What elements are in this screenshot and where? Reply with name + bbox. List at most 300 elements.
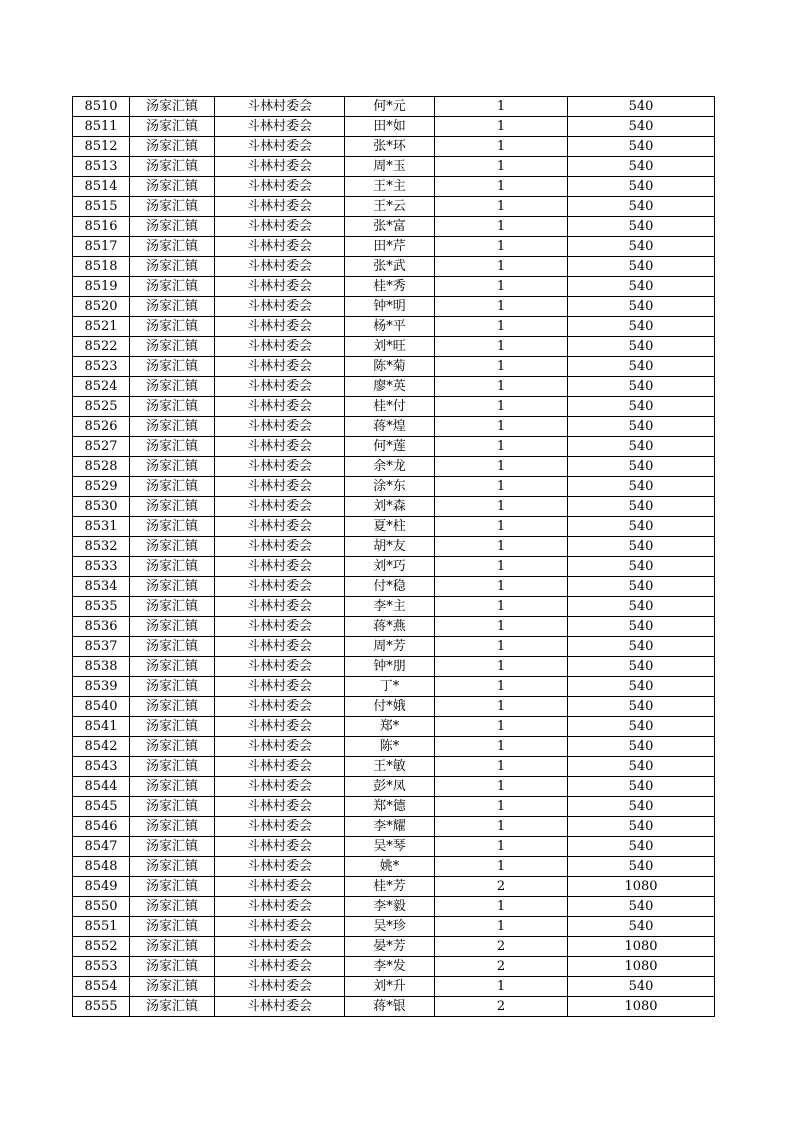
table-row <box>73 337 715 357</box>
row-number-cell: 8532 <box>73 537 130 557</box>
household-count-cell: 1 <box>435 757 568 777</box>
household-count-cell: 1 <box>435 137 568 157</box>
table-row <box>73 977 715 997</box>
household-count-cell: 2 <box>435 877 568 897</box>
town-name-cell: 汤家汇镇 <box>130 757 215 777</box>
row-number-cell: 8555 <box>73 997 130 1017</box>
village-committee-cell: 斗林村委会 <box>215 717 345 737</box>
person-name-cell: 刘*升 <box>345 977 435 997</box>
table-row <box>73 257 715 277</box>
person-name-cell: 刘*旺 <box>345 337 435 357</box>
village-committee-cell: 斗林村委会 <box>215 297 345 317</box>
household-count-cell: 1 <box>435 457 568 477</box>
amount-cell: 540 <box>568 377 715 397</box>
table-row <box>73 877 715 897</box>
table-row <box>73 957 715 977</box>
amount-cell: 540 <box>568 177 715 197</box>
town-name-cell: 汤家汇镇 <box>130 997 215 1017</box>
village-committee-cell: 斗林村委会 <box>215 257 345 277</box>
village-committee-cell: 斗林村委会 <box>215 577 345 597</box>
person-name-cell: 郑*德 <box>345 797 435 817</box>
table-row <box>73 377 715 397</box>
row-number-cell: 8545 <box>73 797 130 817</box>
household-count-cell: 1 <box>435 817 568 837</box>
row-number-cell: 8525 <box>73 397 130 417</box>
row-number-cell: 8535 <box>73 597 130 617</box>
row-number-cell: 8510 <box>73 97 130 117</box>
row-number-cell: 8554 <box>73 977 130 997</box>
town-name-cell: 汤家汇镇 <box>130 597 215 617</box>
person-name-cell: 桂*秀 <box>345 277 435 297</box>
person-name-cell: 李*主 <box>345 597 435 617</box>
village-committee-cell: 斗林村委会 <box>215 957 345 977</box>
village-committee-cell: 斗林村委会 <box>215 117 345 137</box>
town-name-cell: 汤家汇镇 <box>130 397 215 417</box>
village-committee-cell: 斗林村委会 <box>215 417 345 437</box>
row-number-cell: 8543 <box>73 757 130 777</box>
row-number-cell: 8516 <box>73 217 130 237</box>
town-name-cell: 汤家汇镇 <box>130 837 215 857</box>
table-row <box>73 477 715 497</box>
person-name-cell: 刘*森 <box>345 497 435 517</box>
village-committee-cell: 斗林村委会 <box>215 777 345 797</box>
household-count-cell: 1 <box>435 237 568 257</box>
table-row <box>73 937 715 957</box>
person-name-cell: 钟*朋 <box>345 657 435 677</box>
town-name-cell: 汤家汇镇 <box>130 377 215 397</box>
row-number-cell: 8528 <box>73 457 130 477</box>
row-number-cell: 8517 <box>73 237 130 257</box>
table-row <box>73 157 715 177</box>
household-count-cell: 1 <box>435 497 568 517</box>
amount-cell: 540 <box>568 577 715 597</box>
village-committee-cell: 斗林村委会 <box>215 237 345 257</box>
amount-cell: 540 <box>568 517 715 537</box>
village-committee-cell: 斗林村委会 <box>215 757 345 777</box>
amount-cell: 540 <box>568 497 715 517</box>
row-number-cell: 8529 <box>73 477 130 497</box>
row-number-cell: 8538 <box>73 657 130 677</box>
amount-cell: 540 <box>568 337 715 357</box>
village-committee-cell: 斗林村委会 <box>215 797 345 817</box>
person-name-cell: 姚* <box>345 857 435 877</box>
village-committee-cell: 斗林村委会 <box>215 277 345 297</box>
row-number-cell: 8537 <box>73 637 130 657</box>
village-committee-cell: 斗林村委会 <box>215 897 345 917</box>
person-name-cell: 郑* <box>345 717 435 737</box>
amount-cell: 540 <box>568 217 715 237</box>
town-name-cell: 汤家汇镇 <box>130 697 215 717</box>
row-number-cell: 8533 <box>73 557 130 577</box>
town-name-cell: 汤家汇镇 <box>130 457 215 477</box>
town-name-cell: 汤家汇镇 <box>130 137 215 157</box>
table-row <box>73 597 715 617</box>
row-number-cell: 8542 <box>73 737 130 757</box>
town-name-cell: 汤家汇镇 <box>130 877 215 897</box>
household-count-cell: 1 <box>435 577 568 597</box>
village-committee-cell: 斗林村委会 <box>215 517 345 537</box>
row-number-cell: 8514 <box>73 177 130 197</box>
town-name-cell: 汤家汇镇 <box>130 517 215 537</box>
amount-cell: 540 <box>568 697 715 717</box>
person-name-cell: 周*玉 <box>345 157 435 177</box>
town-name-cell: 汤家汇镇 <box>130 437 215 457</box>
town-name-cell: 汤家汇镇 <box>130 957 215 977</box>
table-row <box>73 657 715 677</box>
person-name-cell: 夏*柱 <box>345 517 435 537</box>
amount-cell: 540 <box>568 637 715 657</box>
person-name-cell: 陈*菊 <box>345 357 435 377</box>
row-number-cell: 8523 <box>73 357 130 377</box>
household-count-cell: 1 <box>435 897 568 917</box>
village-committee-cell: 斗林村委会 <box>215 737 345 757</box>
row-number-cell: 8524 <box>73 377 130 397</box>
household-count-cell: 1 <box>435 257 568 277</box>
person-name-cell: 王*云 <box>345 197 435 217</box>
table-row <box>73 837 715 857</box>
household-count-cell: 1 <box>435 517 568 537</box>
amount-cell: 540 <box>568 237 715 257</box>
amount-cell: 540 <box>568 317 715 337</box>
household-count-cell: 1 <box>435 397 568 417</box>
village-committee-cell: 斗林村委会 <box>215 817 345 837</box>
amount-cell: 540 <box>568 297 715 317</box>
household-count-cell: 1 <box>435 977 568 997</box>
village-committee-cell: 斗林村委会 <box>215 177 345 197</box>
household-count-cell: 1 <box>435 477 568 497</box>
person-name-cell: 吴*珍 <box>345 917 435 937</box>
household-count-cell: 1 <box>435 277 568 297</box>
table-row <box>73 237 715 257</box>
amount-cell: 540 <box>568 657 715 677</box>
town-name-cell: 汤家汇镇 <box>130 557 215 577</box>
person-name-cell: 余*龙 <box>345 457 435 477</box>
person-name-cell: 张*武 <box>345 257 435 277</box>
amount-cell: 540 <box>568 417 715 437</box>
town-name-cell: 汤家汇镇 <box>130 977 215 997</box>
row-number-cell: 8531 <box>73 517 130 537</box>
table-row <box>73 117 715 137</box>
person-name-cell: 钟*明 <box>345 297 435 317</box>
town-name-cell: 汤家汇镇 <box>130 237 215 257</box>
table-row <box>73 497 715 517</box>
town-name-cell: 汤家汇镇 <box>130 337 215 357</box>
row-number-cell: 8547 <box>73 837 130 857</box>
household-count-cell: 1 <box>435 317 568 337</box>
household-count-cell: 1 <box>435 837 568 857</box>
household-count-cell: 1 <box>435 777 568 797</box>
amount-cell: 540 <box>568 477 715 497</box>
town-name-cell: 汤家汇镇 <box>130 497 215 517</box>
amount-cell: 540 <box>568 817 715 837</box>
person-name-cell: 付*娥 <box>345 697 435 717</box>
table-row <box>73 417 715 437</box>
amount-cell: 1080 <box>568 937 715 957</box>
town-name-cell: 汤家汇镇 <box>130 657 215 677</box>
row-number-cell: 8552 <box>73 937 130 957</box>
town-name-cell: 汤家汇镇 <box>130 257 215 277</box>
amount-cell: 540 <box>568 917 715 937</box>
village-committee-cell: 斗林村委会 <box>215 977 345 997</box>
table-row <box>73 577 715 597</box>
amount-cell: 540 <box>568 117 715 137</box>
row-number-cell: 8526 <box>73 417 130 437</box>
amount-cell: 540 <box>568 357 715 377</box>
amount-cell: 540 <box>568 537 715 557</box>
household-count-cell: 1 <box>435 857 568 877</box>
amount-cell: 1080 <box>568 997 715 1017</box>
amount-cell: 540 <box>568 157 715 177</box>
town-name-cell: 汤家汇镇 <box>130 277 215 297</box>
person-name-cell: 廖*英 <box>345 377 435 397</box>
household-count-cell: 1 <box>435 357 568 377</box>
row-number-cell: 8553 <box>73 957 130 977</box>
village-committee-cell: 斗林村委会 <box>215 317 345 337</box>
town-name-cell: 汤家汇镇 <box>130 117 215 137</box>
town-name-cell: 汤家汇镇 <box>130 917 215 937</box>
household-count-cell: 2 <box>435 937 568 957</box>
table-row <box>73 97 715 117</box>
amount-cell: 540 <box>568 597 715 617</box>
table-row <box>73 677 715 697</box>
town-name-cell: 汤家汇镇 <box>130 777 215 797</box>
town-name-cell: 汤家汇镇 <box>130 197 215 217</box>
household-count-cell: 2 <box>435 957 568 977</box>
table-row <box>73 737 715 757</box>
village-committee-cell: 斗林村委会 <box>215 337 345 357</box>
row-number-cell: 8518 <box>73 257 130 277</box>
row-number-cell: 8544 <box>73 777 130 797</box>
person-name-cell: 陈* <box>345 737 435 757</box>
village-committee-cell: 斗林村委会 <box>215 917 345 937</box>
person-name-cell: 李*发 <box>345 957 435 977</box>
amount-cell: 540 <box>568 457 715 477</box>
amount-cell: 540 <box>568 837 715 857</box>
table-row <box>73 137 715 157</box>
village-committee-cell: 斗林村委会 <box>215 437 345 457</box>
amount-cell: 540 <box>568 737 715 757</box>
person-name-cell: 王*主 <box>345 177 435 197</box>
roster-table <box>72 96 715 1017</box>
row-number-cell: 8520 <box>73 297 130 317</box>
village-committee-cell: 斗林村委会 <box>215 397 345 417</box>
village-committee-cell: 斗林村委会 <box>215 537 345 557</box>
town-name-cell: 汤家汇镇 <box>130 737 215 757</box>
person-name-cell: 胡*友 <box>345 537 435 557</box>
person-name-cell: 付*稳 <box>345 577 435 597</box>
amount-cell: 540 <box>568 757 715 777</box>
row-number-cell: 8513 <box>73 157 130 177</box>
household-count-cell: 1 <box>435 797 568 817</box>
household-count-cell: 1 <box>435 437 568 457</box>
amount-cell: 540 <box>568 797 715 817</box>
table-row <box>73 717 715 737</box>
village-committee-cell: 斗林村委会 <box>215 997 345 1017</box>
household-count-cell: 1 <box>435 297 568 317</box>
village-committee-cell: 斗林村委会 <box>215 377 345 397</box>
person-name-cell: 杨*平 <box>345 317 435 337</box>
village-committee-cell: 斗林村委会 <box>215 877 345 897</box>
table-row <box>73 777 715 797</box>
village-committee-cell: 斗林村委会 <box>215 477 345 497</box>
town-name-cell: 汤家汇镇 <box>130 817 215 837</box>
person-name-cell: 周*芳 <box>345 637 435 657</box>
row-number-cell: 8515 <box>73 197 130 217</box>
town-name-cell: 汤家汇镇 <box>130 357 215 377</box>
household-count-cell: 1 <box>435 157 568 177</box>
household-count-cell: 1 <box>435 677 568 697</box>
amount-cell: 540 <box>568 857 715 877</box>
row-number-cell: 8521 <box>73 317 130 337</box>
table-row <box>73 637 715 657</box>
amount-cell: 540 <box>568 557 715 577</box>
table-row <box>73 917 715 937</box>
village-committee-cell: 斗林村委会 <box>215 837 345 857</box>
household-count-cell: 1 <box>435 657 568 677</box>
village-committee-cell: 斗林村委会 <box>215 137 345 157</box>
village-committee-cell: 斗林村委会 <box>215 497 345 517</box>
household-count-cell: 1 <box>435 97 568 117</box>
village-committee-cell: 斗林村委会 <box>215 357 345 377</box>
table-row <box>73 897 715 917</box>
row-number-cell: 8549 <box>73 877 130 897</box>
amount-cell: 540 <box>568 677 715 697</box>
row-number-cell: 8522 <box>73 337 130 357</box>
table-row <box>73 537 715 557</box>
row-number-cell: 8534 <box>73 577 130 597</box>
person-name-cell: 张*富 <box>345 217 435 237</box>
village-committee-cell: 斗林村委会 <box>215 597 345 617</box>
village-committee-cell: 斗林村委会 <box>215 857 345 877</box>
village-committee-cell: 斗林村委会 <box>215 697 345 717</box>
household-count-cell: 1 <box>435 537 568 557</box>
row-number-cell: 8527 <box>73 437 130 457</box>
table-row <box>73 997 715 1017</box>
amount-cell: 540 <box>568 717 715 737</box>
amount-cell: 540 <box>568 617 715 637</box>
town-name-cell: 汤家汇镇 <box>130 417 215 437</box>
row-number-cell: 8550 <box>73 897 130 917</box>
household-count-cell: 1 <box>435 197 568 217</box>
town-name-cell: 汤家汇镇 <box>130 637 215 657</box>
household-count-cell: 2 <box>435 997 568 1017</box>
household-count-cell: 1 <box>435 177 568 197</box>
person-name-cell: 刘*巧 <box>345 557 435 577</box>
person-name-cell: 何*元 <box>345 97 435 117</box>
table-row <box>73 357 715 377</box>
table-row <box>73 757 715 777</box>
amount-cell: 540 <box>568 897 715 917</box>
person-name-cell: 张*环 <box>345 137 435 157</box>
household-count-cell: 1 <box>435 617 568 637</box>
village-committee-cell: 斗林村委会 <box>215 657 345 677</box>
town-name-cell: 汤家汇镇 <box>130 797 215 817</box>
person-name-cell: 田*芹 <box>345 237 435 257</box>
town-name-cell: 汤家汇镇 <box>130 577 215 597</box>
household-count-cell: 1 <box>435 597 568 617</box>
amount-cell: 1080 <box>568 957 715 977</box>
roster-table-body <box>73 97 715 1017</box>
table-row <box>73 437 715 457</box>
person-name-cell: 蒋*煌 <box>345 417 435 437</box>
town-name-cell: 汤家汇镇 <box>130 937 215 957</box>
village-committee-cell: 斗林村委会 <box>215 457 345 477</box>
village-committee-cell: 斗林村委会 <box>215 97 345 117</box>
row-number-cell: 8519 <box>73 277 130 297</box>
person-name-cell: 蒋*燕 <box>345 617 435 637</box>
village-committee-cell: 斗林村委会 <box>215 937 345 957</box>
village-committee-cell: 斗林村委会 <box>215 157 345 177</box>
village-committee-cell: 斗林村委会 <box>215 557 345 577</box>
row-number-cell: 8540 <box>73 697 130 717</box>
amount-cell: 540 <box>568 257 715 277</box>
town-name-cell: 汤家汇镇 <box>130 617 215 637</box>
household-count-cell: 1 <box>435 337 568 357</box>
household-count-cell: 1 <box>435 117 568 137</box>
person-name-cell: 李*耀 <box>345 817 435 837</box>
table-row <box>73 177 715 197</box>
person-name-cell: 田*如 <box>345 117 435 137</box>
town-name-cell: 汤家汇镇 <box>130 677 215 697</box>
person-name-cell: 桂*芳 <box>345 877 435 897</box>
town-name-cell: 汤家汇镇 <box>130 297 215 317</box>
table-row <box>73 557 715 577</box>
table-row <box>73 797 715 817</box>
table-row <box>73 517 715 537</box>
row-number-cell: 8511 <box>73 117 130 137</box>
table-row <box>73 317 715 337</box>
amount-cell: 540 <box>568 777 715 797</box>
row-number-cell: 8512 <box>73 137 130 157</box>
amount-cell: 540 <box>568 277 715 297</box>
village-committee-cell: 斗林村委会 <box>215 637 345 657</box>
town-name-cell: 汤家汇镇 <box>130 477 215 497</box>
table-row <box>73 617 715 637</box>
household-count-cell: 1 <box>435 697 568 717</box>
row-number-cell: 8539 <box>73 677 130 697</box>
town-name-cell: 汤家汇镇 <box>130 317 215 337</box>
village-committee-cell: 斗林村委会 <box>215 677 345 697</box>
person-name-cell: 桂*付 <box>345 397 435 417</box>
person-name-cell: 晏*芳 <box>345 937 435 957</box>
town-name-cell: 汤家汇镇 <box>130 857 215 877</box>
row-number-cell: 8536 <box>73 617 130 637</box>
amount-cell: 540 <box>568 437 715 457</box>
town-name-cell: 汤家汇镇 <box>130 97 215 117</box>
amount-cell: 540 <box>568 397 715 417</box>
amount-cell: 540 <box>568 97 715 117</box>
household-count-cell: 1 <box>435 377 568 397</box>
row-number-cell: 8546 <box>73 817 130 837</box>
table-row <box>73 197 715 217</box>
row-number-cell: 8530 <box>73 497 130 517</box>
person-name-cell: 何*莲 <box>345 437 435 457</box>
town-name-cell: 汤家汇镇 <box>130 157 215 177</box>
person-name-cell: 王*敏 <box>345 757 435 777</box>
household-count-cell: 1 <box>435 217 568 237</box>
household-count-cell: 1 <box>435 557 568 577</box>
table-row <box>73 277 715 297</box>
household-count-cell: 1 <box>435 737 568 757</box>
village-committee-cell: 斗林村委会 <box>215 217 345 237</box>
person-name-cell: 彭*凤 <box>345 777 435 797</box>
table-row <box>73 297 715 317</box>
table-row <box>73 817 715 837</box>
table-row <box>73 217 715 237</box>
town-name-cell: 汤家汇镇 <box>130 177 215 197</box>
person-name-cell: 涂*东 <box>345 477 435 497</box>
amount-cell: 540 <box>568 137 715 157</box>
